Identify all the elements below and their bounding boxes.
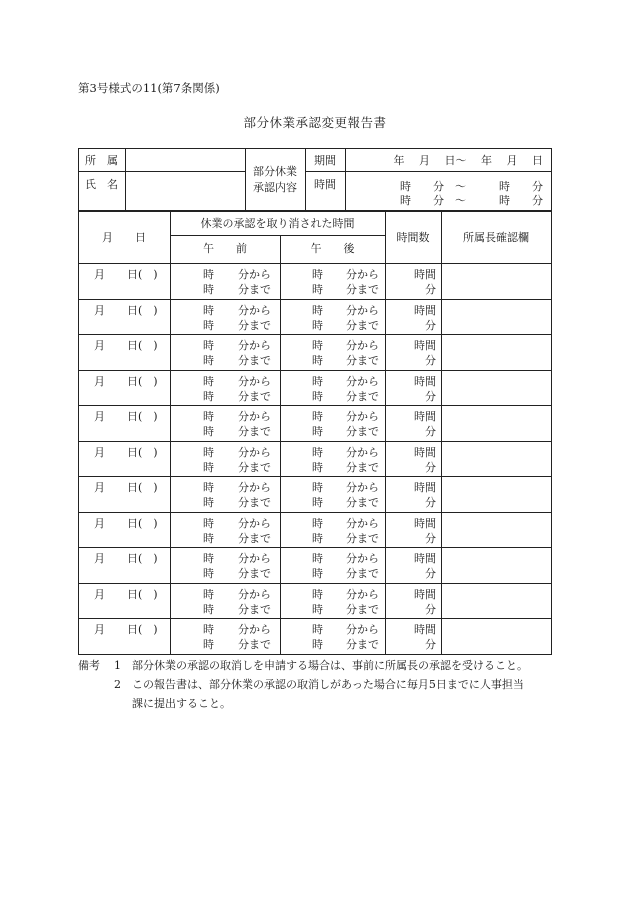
- time-value: 時 分 ～ 時 分: [400, 194, 543, 207]
- afternoon-until-hour: 時: [312, 638, 323, 651]
- row-date: 月 日( ): [94, 375, 158, 388]
- hours-value: 時間: [414, 304, 436, 317]
- hours-value: 時間: [414, 517, 436, 530]
- morning-from-minute: 分から: [238, 304, 271, 317]
- afternoon-until-hour: 時: [312, 390, 323, 403]
- time-label: 時間: [314, 178, 336, 191]
- hours-value: 時間: [414, 481, 436, 494]
- minutes-value: 分: [425, 567, 436, 580]
- minutes-value: 分: [425, 425, 436, 438]
- morning-until-hour: 時: [203, 390, 214, 403]
- row-date: 月 日( ): [94, 588, 158, 601]
- afternoon-until-hour: 時: [312, 532, 323, 545]
- morning-from-minute: 分から: [238, 552, 271, 565]
- morning-until-hour: 時: [203, 461, 214, 474]
- afternoon-from-hour: 時: [312, 268, 323, 281]
- afternoon-from-minute: 分から: [346, 268, 379, 281]
- hours-value: 時間: [414, 588, 436, 601]
- morning-from-hour: 時: [203, 623, 214, 636]
- afternoon-from-hour: 時: [312, 446, 323, 459]
- morning-until-hour: 時: [203, 354, 214, 367]
- morning-from-hour: 時: [203, 339, 214, 352]
- afternoon-from-hour: 時: [312, 339, 323, 352]
- morning-from-minute: 分から: [238, 481, 271, 494]
- affiliation-label: 所 属: [85, 154, 118, 167]
- afternoon-until-hour: 時: [312, 496, 323, 509]
- grid-line: [245, 148, 246, 210]
- morning-from-hour: 時: [203, 268, 214, 281]
- grid-line: [170, 211, 171, 654]
- morning-from-hour: 時: [203, 375, 214, 388]
- period-label: 期間: [314, 154, 336, 167]
- grid-line: [280, 235, 281, 654]
- row-date: 月 日( ): [94, 446, 158, 459]
- afternoon-until-minute: 分まで: [346, 319, 379, 332]
- afternoon-from-minute: 分から: [346, 481, 379, 494]
- afternoon-until-hour: 時: [312, 567, 323, 580]
- minutes-value: 分: [425, 496, 436, 509]
- grid-line: [78, 370, 551, 371]
- morning-from-hour: 時: [203, 304, 214, 317]
- morning-from-minute: 分から: [238, 517, 271, 530]
- hours-value: 時間: [414, 410, 436, 423]
- afternoon-from-hour: 時: [312, 304, 323, 317]
- grid-line: [551, 211, 552, 655]
- afternoon-until-hour: 時: [312, 603, 323, 616]
- hours-value: 時間: [414, 339, 436, 352]
- afternoon-until-minute: 分まで: [346, 425, 379, 438]
- afternoon-from-minute: 分から: [346, 410, 379, 423]
- grid-line: [78, 441, 551, 442]
- page-title: 部分休業承認変更報告書: [243, 115, 387, 130]
- morning-from-hour: 時: [203, 446, 214, 459]
- leave-content-label: 承認内容: [253, 181, 297, 194]
- grid-line: [78, 654, 551, 655]
- afternoon-until-hour: 時: [312, 319, 323, 332]
- morning-until-minute: 分まで: [238, 319, 271, 332]
- time-value: 時 分 ～ 時 分: [400, 180, 543, 193]
- afternoon-from-hour: 時: [312, 410, 323, 423]
- note-number: 1: [114, 659, 121, 672]
- row-date: 月 日( ): [94, 481, 158, 494]
- column-header-hours: 時間数: [396, 231, 430, 244]
- morning-from-minute: 分から: [238, 410, 271, 423]
- afternoon-until-minute: 分まで: [346, 354, 379, 367]
- morning-from-hour: 時: [203, 552, 214, 565]
- row-date: 月 日( ): [94, 304, 158, 317]
- grid-line: [78, 618, 551, 619]
- column-header-confirm: 所属長確認欄: [463, 231, 529, 244]
- minutes-value: 分: [425, 532, 436, 545]
- morning-until-minute: 分まで: [238, 461, 271, 474]
- grid-line: [78, 171, 245, 172]
- afternoon-until-minute: 分まで: [346, 461, 379, 474]
- afternoon-until-hour: 時: [312, 283, 323, 296]
- morning-from-minute: 分から: [238, 339, 271, 352]
- afternoon-from-minute: 分から: [346, 588, 379, 601]
- morning-from-minute: 分から: [238, 268, 271, 281]
- grid-line: [78, 263, 551, 264]
- form-number: 第3号様式の11(第7条関係): [78, 81, 220, 95]
- grid-line: [441, 211, 442, 654]
- note-text: この報告書は、部分休業の承認の取消しがあった場合に毎月5日までに人事担当: [132, 678, 524, 691]
- grid-line: [78, 405, 551, 406]
- afternoon-from-hour: 時: [312, 517, 323, 530]
- afternoon-from-minute: 分から: [346, 517, 379, 530]
- column-header-date: 月 日: [102, 231, 146, 244]
- afternoon-until-hour: 時: [312, 425, 323, 438]
- grid-line: [78, 476, 551, 477]
- grid-line: [125, 148, 126, 210]
- note-item-1: [78, 656, 558, 675]
- row-date: 月 日( ): [94, 410, 158, 423]
- afternoon-from-hour: 時: [312, 623, 323, 636]
- minutes-value: 分: [425, 461, 436, 474]
- name-label: 氏 名: [85, 178, 118, 191]
- morning-from-minute: 分から: [238, 375, 271, 388]
- minutes-value: 分: [425, 390, 436, 403]
- hours-value: 時間: [414, 268, 436, 281]
- morning-until-hour: 時: [203, 638, 214, 651]
- morning-until-hour: 時: [203, 603, 214, 616]
- morning-from-hour: 時: [203, 517, 214, 530]
- period-value: 年 月 日～ 年 月 日: [393, 154, 543, 167]
- row-date: 月 日( ): [94, 517, 158, 530]
- afternoon-until-minute: 分まで: [346, 532, 379, 545]
- grid-line: [170, 235, 385, 236]
- note-text: 部分休業の承認の取消しを申請する場合は、事前に所属長の承認を受けること。: [132, 659, 528, 672]
- morning-until-hour: 時: [203, 532, 214, 545]
- row-date: 月 日( ): [94, 552, 158, 565]
- morning-until-hour: 時: [203, 496, 214, 509]
- afternoon-from-hour: 時: [312, 375, 323, 388]
- morning-until-hour: 時: [203, 425, 214, 438]
- afternoon-from-minute: 分から: [346, 446, 379, 459]
- grid-line: [78, 512, 551, 513]
- hours-value: 時間: [414, 375, 436, 388]
- morning-until-hour: 時: [203, 567, 214, 580]
- afternoon-from-hour: 時: [312, 481, 323, 494]
- morning-until-minute: 分まで: [238, 532, 271, 545]
- morning-until-minute: 分まで: [238, 425, 271, 438]
- morning-from-minute: 分から: [238, 623, 271, 636]
- afternoon-from-hour: 時: [312, 552, 323, 565]
- afternoon-until-hour: 時: [312, 354, 323, 367]
- afternoon-from-hour: 時: [312, 588, 323, 601]
- afternoon-from-minute: 分から: [346, 304, 379, 317]
- minutes-value: 分: [425, 638, 436, 651]
- afternoon-until-minute: 分まで: [346, 603, 379, 616]
- leave-content-label: 部分休業: [253, 165, 297, 178]
- morning-from-minute: 分から: [238, 588, 271, 601]
- morning-until-minute: 分まで: [238, 390, 271, 403]
- morning-from-minute: 分から: [238, 446, 271, 459]
- column-header-cancelled: 休業の承認を取り消された時間: [200, 217, 355, 230]
- hours-value: 時間: [414, 552, 436, 565]
- minutes-value: 分: [425, 603, 436, 616]
- note-item-2-cont: [78, 694, 558, 713]
- afternoon-from-minute: 分から: [346, 339, 379, 352]
- hours-value: 時間: [414, 623, 436, 636]
- afternoon-from-minute: 分から: [346, 552, 379, 565]
- afternoon-from-minute: 分から: [346, 375, 379, 388]
- row-date: 月 日( ): [94, 268, 158, 281]
- minutes-value: 分: [425, 354, 436, 367]
- morning-until-minute: 分まで: [238, 567, 271, 580]
- column-header-afternoon: 午 後: [310, 242, 355, 255]
- morning-from-hour: 時: [203, 481, 214, 494]
- grid-line: [78, 211, 79, 655]
- grid-line: [78, 299, 551, 300]
- morning-until-minute: 分まで: [238, 496, 271, 509]
- grid-line: [78, 211, 551, 212]
- grid-line: [78, 547, 551, 548]
- morning-until-minute: 分まで: [238, 354, 271, 367]
- grid-line: [78, 334, 551, 335]
- afternoon-until-minute: 分まで: [346, 496, 379, 509]
- morning-until-minute: 分まで: [238, 603, 271, 616]
- minutes-value: 分: [425, 319, 436, 332]
- grid-line: [78, 148, 551, 149]
- hours-value: 時間: [414, 446, 436, 459]
- grid-line: [385, 211, 386, 654]
- morning-until-minute: 分まで: [238, 283, 271, 296]
- grid-line: [305, 171, 551, 172]
- notes: [78, 656, 558, 713]
- morning-until-hour: 時: [203, 319, 214, 332]
- note-text: 課に提出すること。: [132, 697, 231, 710]
- afternoon-until-minute: 分まで: [346, 390, 379, 403]
- grid-line: [551, 148, 552, 211]
- morning-from-hour: 時: [203, 588, 214, 601]
- morning-until-minute: 分まで: [238, 638, 271, 651]
- afternoon-until-minute: 分まで: [346, 567, 379, 580]
- column-header-morning: 午 前: [203, 242, 247, 255]
- grid-line: [78, 583, 551, 584]
- minutes-value: 分: [425, 283, 436, 296]
- note-item-2: [78, 675, 558, 694]
- notes-label: 備考: [78, 659, 100, 672]
- afternoon-until-hour: 時: [312, 461, 323, 474]
- afternoon-from-minute: 分から: [346, 623, 379, 636]
- note-number: 2: [114, 678, 121, 691]
- morning-from-hour: 時: [203, 410, 214, 423]
- row-date: 月 日( ): [94, 339, 158, 352]
- afternoon-until-minute: 分まで: [346, 638, 379, 651]
- morning-until-hour: 時: [203, 283, 214, 296]
- afternoon-until-minute: 分まで: [346, 283, 379, 296]
- row-date: 月 日( ): [94, 623, 158, 636]
